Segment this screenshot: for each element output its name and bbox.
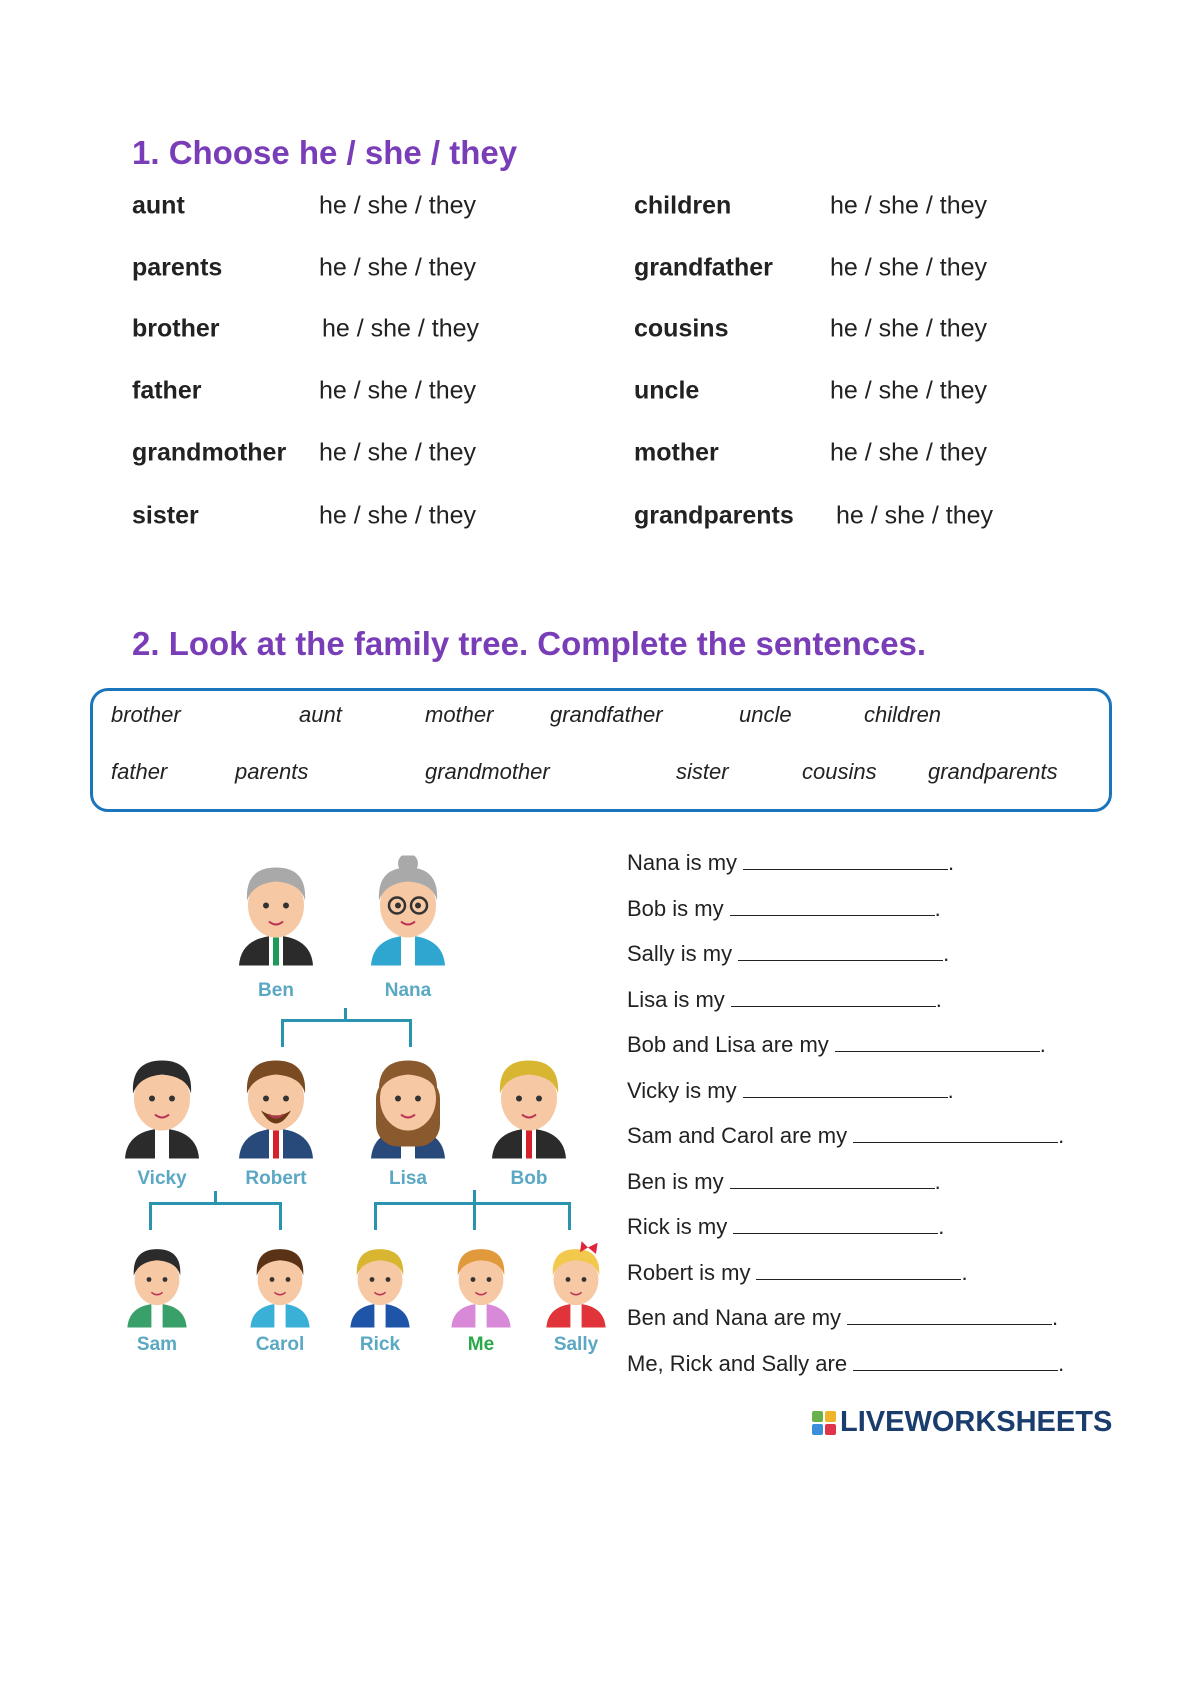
person-sam-avatar-icon [121,1240,193,1333]
person-ben-avatar-icon [231,856,321,971]
person-name-label: Ben [258,980,294,1001]
pronoun-item-word: aunt [132,191,185,220]
pronoun-item-word: grandmother [132,438,287,467]
tree-connector-line [568,1202,571,1230]
sentence-period: . [1039,1032,1046,1057]
answer-blank[interactable] [733,1217,938,1234]
sentence [627,1260,968,1286]
sentence-period: . [943,941,950,966]
word-bank-item: father [111,759,168,784]
answer-blank[interactable] [743,1081,948,1098]
answer-blank[interactable] [738,944,943,961]
person-bob-avatar-icon [484,1049,574,1164]
person-name-label: Nana [384,980,432,1001]
answer-blank[interactable] [847,1308,1052,1325]
section2-title: 2. Look at the family tree. Complete the sentences. [132,625,927,662]
sentence-period: . [1052,1305,1059,1330]
answer-blank[interactable] [730,899,935,916]
person-name-label: Sam [136,1334,178,1355]
sentence-text: Me, Rick and Sally are [627,1350,848,1376]
pronoun-choice[interactable]: he / she / they [319,376,477,405]
sentence-text: Nana is my [627,850,738,875]
word-bank-item: cousins [802,759,877,784]
person-vicky-avatar-icon [117,1049,207,1164]
pronoun-choice[interactable]: he / she / they [319,191,477,220]
person-name-label: Bob [510,1168,548,1189]
person-name-label: Carol [255,1334,305,1355]
person-name-label: Robert [245,1168,307,1189]
sentence [627,1123,1064,1149]
answer-blank[interactable] [853,1126,1058,1143]
sentence-text: Bob and Lisa are my [627,1032,829,1057]
sentence [627,896,941,922]
pronoun-item-word: parents [132,253,223,282]
sentence-period: . [1058,1350,1065,1376]
logo-text: LIVEWORKSHEETS [840,1406,1113,1438]
sentence [627,850,954,876]
section1-title: 1. Choose he / she / they [132,134,518,171]
sentence [627,941,949,967]
word-bank-item: uncle [739,702,792,727]
pronoun-item-word: father [132,376,202,405]
person-carol-avatar-icon [244,1240,316,1333]
word-bank-item: children [864,702,942,727]
sentence-text: Rick is my [627,1214,728,1239]
person-nana-avatar-icon [363,856,453,971]
sentence [627,1351,1064,1377]
pronoun-choice[interactable]: he / she / they [319,253,477,282]
tree-connector-line [409,1019,412,1047]
pronoun-item-word: uncle [634,376,700,405]
pronoun-choice[interactable]: he / she / they [322,314,480,343]
word-bank-item: sister [676,759,729,784]
pronoun-choice[interactable]: he / she / they [319,438,477,467]
pronoun-choice[interactable]: he / she / they [830,438,988,467]
tree-connector-line [473,1190,476,1230]
pronoun-choice[interactable]: he / she / they [830,253,988,282]
person-me-avatar-icon [445,1240,517,1333]
answer-blank[interactable] [743,853,948,870]
word-bank-item: brother [111,702,181,727]
sentence-period: . [961,1259,968,1285]
tree-connector-line [279,1202,282,1230]
pronoun-item-word: children [634,191,732,220]
word-bank-item: grandmother [425,759,550,784]
sentence-text: Vicky is my [627,1077,737,1103]
word-bank-item: parents [235,759,309,784]
word-bank-item: grandparents [928,759,1058,784]
person-name-label: Me [467,1334,495,1355]
pronoun-item-word: cousins [634,314,729,343]
sentence-period: . [1058,1123,1065,1148]
sentence-text: Sam and Carol are my [627,1123,848,1148]
sentence [627,987,942,1013]
sentence [627,1032,1046,1058]
person-robert-avatar-icon [231,1049,321,1164]
sentence-text: Ben is my [627,1168,724,1194]
word-bank-item: grandfather [550,702,663,727]
answer-blank[interactable] [756,1263,961,1280]
pronoun-item-word: brother [132,314,220,343]
sentence [627,1305,1058,1331]
sentence-period: . [934,895,941,921]
tree-connector-line [214,1191,217,1203]
pronoun-item-word: sister [132,501,199,530]
logo-tiles-icon [812,1411,836,1435]
sentence-period: . [948,850,955,875]
pronoun-choice[interactable]: he / she / they [830,376,988,405]
person-rick-avatar-icon [344,1240,416,1333]
sentence-text: Lisa is my [627,986,725,1012]
pronoun-choice[interactable]: he / she / they [319,501,477,530]
person-name-label: Vicky [137,1168,187,1189]
tree-connector-line [149,1202,152,1230]
sentence-text: Bob is my [627,895,724,921]
sentence [627,1214,944,1240]
person-name-label: Lisa [388,1168,428,1189]
person-sally-avatar-icon [540,1240,612,1333]
person-name-label: Rick [359,1334,401,1355]
answer-blank[interactable] [730,1172,935,1189]
pronoun-item-word: grandfather [634,253,773,282]
word-bank-item: aunt [299,702,342,727]
answer-blank[interactable] [731,990,936,1007]
sentence-period: . [938,1214,945,1239]
sentence-text: Ben and Nana are my [627,1305,842,1330]
sentence [627,1169,941,1195]
pronoun-choice[interactable]: he / she / they [830,314,988,343]
tree-connector-line [281,1019,284,1047]
sentence-text: Sally is my [627,941,733,966]
sentence-text: Robert is my [627,1259,751,1285]
tree-connector-line [344,1008,347,1020]
sentence-period: . [947,1077,954,1103]
person-lisa-avatar-icon [363,1049,453,1164]
answer-blank[interactable] [835,1035,1040,1052]
sentence-period: . [935,986,942,1012]
sentence [627,1078,954,1104]
word-bank-item: mother [425,702,494,727]
pronoun-item-word: grandparents [634,501,794,530]
tree-connector-line [374,1202,377,1230]
person-name-label: Sally [553,1334,599,1355]
answer-blank[interactable] [853,1354,1058,1371]
pronoun-item-word: mother [634,438,719,467]
pronoun-choice[interactable]: he / she / they [836,501,994,530]
sentence-period: . [934,1168,941,1194]
pronoun-choice[interactable]: he / she / they [830,191,988,220]
liveworksheets-logo [812,1406,1112,1439]
